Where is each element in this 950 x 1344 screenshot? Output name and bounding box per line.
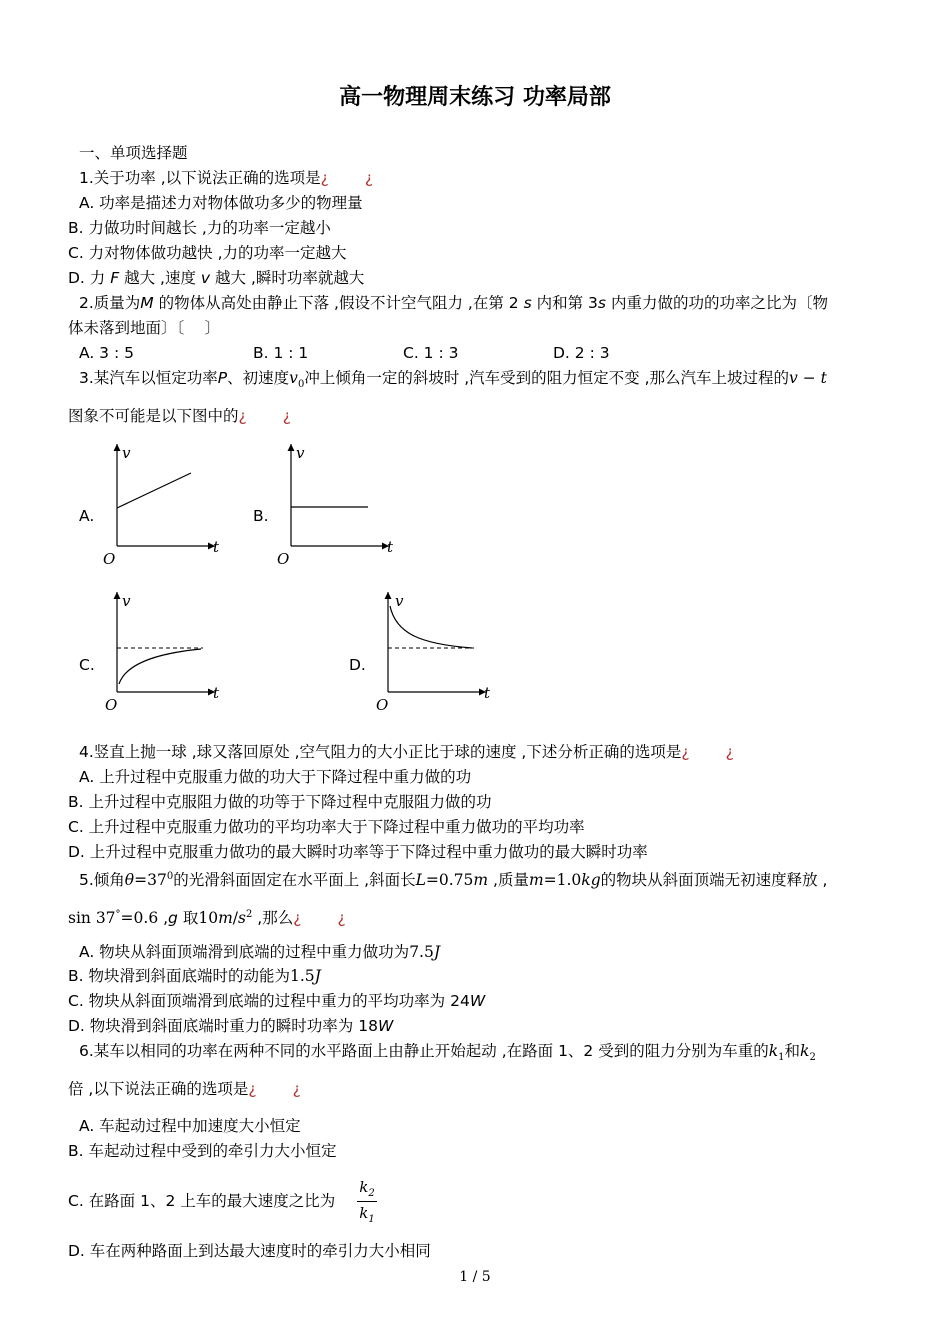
q5-option-b: B. 物块滑到斜面底端时的动能为1.5J xyxy=(68,967,321,985)
q1-option-b: B. 力做功时间越长 ,力的功率一定越小 xyxy=(68,219,331,237)
graph-b xyxy=(269,436,409,575)
graph-a-origin: O xyxy=(103,550,116,568)
q1-option-c: C. 力对物体做功越快 ,力的功率一定越大 xyxy=(68,244,347,262)
graph-b-origin: O xyxy=(277,550,290,568)
q2-option-b: B. 1 : 1 xyxy=(253,344,309,362)
question-2-stem-line2: 体未落到地面〕〔 〕 xyxy=(68,319,221,337)
q5-option-d: D. 物块滑到斜面底端时重力的瞬时功率为 18W xyxy=(68,1017,394,1035)
graph-a-axis-v: v xyxy=(122,444,131,462)
q6-option-c-fraction: $k_2$ $k_1$ xyxy=(355,1178,379,1225)
page-number: 1 / 5 xyxy=(459,1269,491,1285)
q4-option-c: C. 上升过程中克服重力做功的平均功率大于下降过程中重力做功的平均功率 xyxy=(68,818,585,836)
question-1-stem xyxy=(79,168,373,188)
q6-option-c: C. 在路面 1、2 上车的最大速度之比为 xyxy=(68,1192,336,1210)
graph-d-label: D. xyxy=(349,656,366,674)
q6-option-a: A. 车起动过程中加速度大小恒定 xyxy=(79,1117,301,1135)
q4-option-a: A. 上升过程中克服重力做的功大于下降过程中重力做的功 xyxy=(79,768,472,786)
q6-option-d: D. 车在两种路面上到达最大速度时的牵引力大小相同 xyxy=(68,1242,431,1260)
graph-d-axis-t: t xyxy=(484,684,491,702)
graph-c xyxy=(95,584,235,723)
question-5-stem-line2: sin 37°=0.6 ,g 取$10m/s^2$ ,那么¿ ¿ xyxy=(68,909,346,928)
graph-b-axis-t: t xyxy=(387,538,394,556)
page-title: 高一物理周末练习 功率局部 xyxy=(339,85,611,110)
q4-option-d: D. 上升过程中克服重力做功的最大瞬时功率等于下降过程中重力做功的最大瞬时功率 xyxy=(68,843,648,861)
question-4-stem: 4.竖直上抛一球 ,球又落回原处 ,空气阻力的大小正比于球的速度 ,下述分析正确的选项是¿ ¿ xyxy=(79,743,734,761)
graph-d xyxy=(366,584,506,723)
graph-c-origin: O xyxy=(105,696,118,714)
question-5-stem-line1: 5.倾角$\theta=37^0$的光滑斜面固定在水平面上 ,斜面长L=0.75m ,质量m=1.0kg的物块从斜面顶端无初速度释放 , xyxy=(79,871,828,890)
q1-stem-text: 1.关于功率 ,以下说法正确的选项是 xyxy=(79,169,321,187)
q1-option-d: D. 力 F 越大 ,速度 v 越大 ,瞬时功率就越大 xyxy=(68,269,365,287)
q5-option-c: C. 物块从斜面顶端滑到底端的过程中重力的平均功率为 24W xyxy=(68,992,486,1010)
question-2-stem-line1: 2.质量为M 的物体从高处由静止下落 ,假设不计空气阻力 ,在第 2 s 内和第 3s 内重力做的功的功率之比为〔物 xyxy=(79,294,828,312)
graph-a-axis-t: t xyxy=(213,538,220,556)
question-3-stem-line2: 图象不可能是以下图中的¿ ¿ xyxy=(68,407,291,425)
question-3-stem-line1: 3.某汽车以恒定功率P、初速度$v_0$冲上倾角一定的斜坡时 ,汽车受到的阻力恒定不变 ,那么汽车上坡过程的v − t xyxy=(79,369,827,391)
q2-option-c: C. 1 : 3 xyxy=(403,344,459,362)
q2-option-a: A. 3 : 5 xyxy=(79,344,134,362)
graph-d-origin: O xyxy=(376,696,389,714)
q1-option-a: A. 功率是描述力对物体做功多少的物理量 xyxy=(79,194,363,212)
q2-option-d: D. 2 : 3 xyxy=(553,344,610,362)
answer-blank-close: ¿ xyxy=(364,169,374,187)
graph-a xyxy=(95,436,235,575)
graph-c-axis-t: t xyxy=(213,684,220,702)
graph-b-axis-v: v xyxy=(296,444,305,462)
graph-d-axis-v: v xyxy=(395,592,404,610)
graph-c-axis-v: v xyxy=(122,592,131,610)
question-6-stem-line2: 倍 ,以下说法正确的选项是¿ ¿ xyxy=(68,1080,301,1098)
q4-option-b: B. 上升过程中克服阻力做的功等于下降过程中克服阻力做的功 xyxy=(68,793,492,811)
graph-a-label: A. xyxy=(79,507,95,525)
question-6-stem-line1: 6.某车以相同的功率在两种不同的水平路面上由静止开始起动 ,在路面 1、2 受到的阻力分别为车重的$k_1$和$k_2$ xyxy=(79,1042,816,1064)
section-heading: 一、单项选择题 xyxy=(79,144,188,162)
q6-option-b: B. 车起动过程中受到的牵引力大小恒定 xyxy=(68,1142,337,1160)
q5-option-a: A. 物块从斜面顶端滑到底端的过程中重力做功为7.5J xyxy=(79,943,441,961)
graph-b-label: B. xyxy=(253,507,269,525)
graph-c-label: C. xyxy=(79,656,95,674)
answer-blank-open: ¿ xyxy=(320,169,329,187)
